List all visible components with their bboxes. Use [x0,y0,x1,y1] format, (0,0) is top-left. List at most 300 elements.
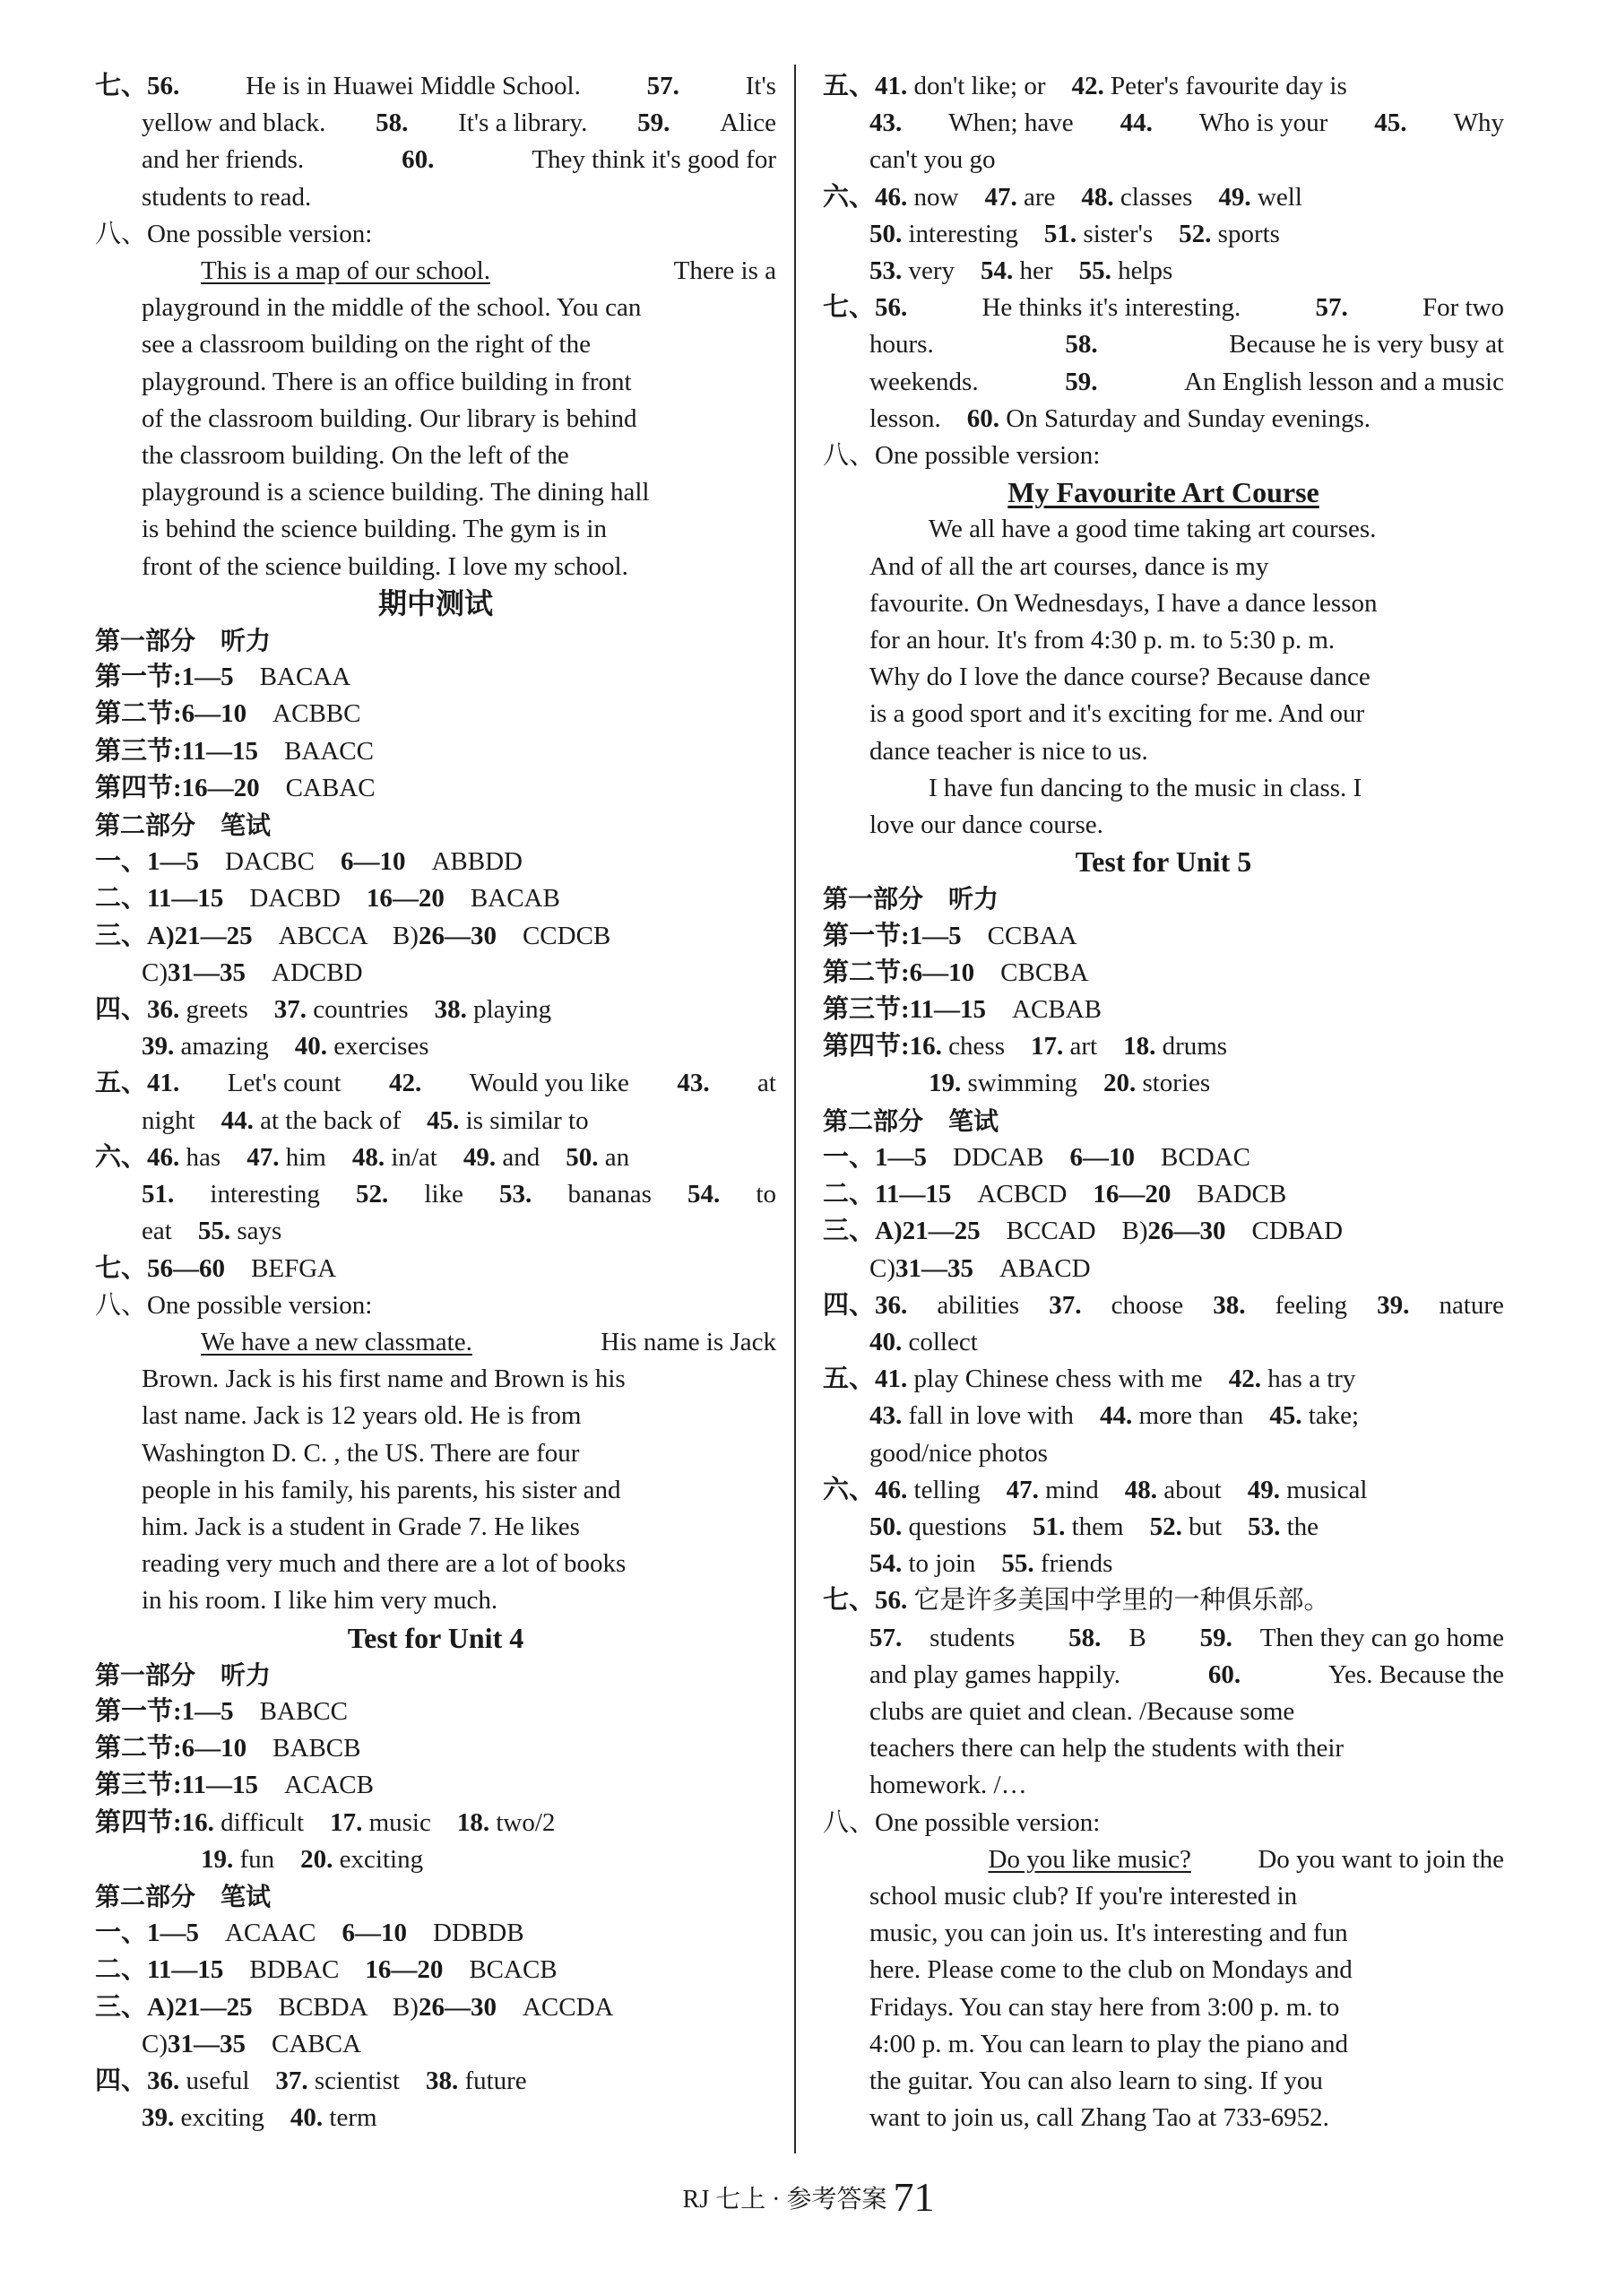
item-number: 6—10 [342,1919,408,1948]
item-number: 六、46. [95,1142,180,1172]
right-line [823,1472,1504,1509]
right-line [823,253,1504,290]
right-line [823,1841,1504,1878]
answer-text: more than [1132,1401,1270,1431]
item-number: 53. [499,1180,532,1209]
answer-text: to [756,1180,776,1209]
item-number: 51. [1043,219,1077,248]
right-line [823,1694,1504,1730]
answer-text: countries [307,995,435,1025]
left-line [95,1435,776,1472]
item-number: 47. [984,182,1017,212]
right-line [823,1398,1504,1434]
item-number: 57. [1315,293,1348,323]
item-number: 48. [351,1142,385,1172]
item-number: 38. [1213,1290,1246,1320]
answer-text: DDBDB [407,1919,524,1948]
answer-text: love our dance course. [869,810,1103,840]
answer-text: Test for Unit 4 [347,1621,524,1654]
answer-text: My Favourite Art Course [1007,476,1319,509]
left-line [95,2026,776,2063]
left-line [95,955,776,992]
answer-text: Who is your [1198,108,1328,138]
answer-text: play Chinese chess with me [907,1365,1229,1394]
item-number: 6—10 [1069,1142,1136,1172]
right-line [823,696,1504,732]
item-number: 二、11—15 [95,884,224,914]
item-number: 第一节:1—5 [95,1696,234,1726]
answer-text: C) [142,2029,168,2058]
left-line [95,216,776,253]
right-line [823,2100,1504,2136]
left-line [95,733,776,770]
item-number: 16—20 [365,1955,444,1985]
answer-text: musical [1279,1475,1368,1504]
answer-text: For two [1422,293,1504,323]
item-number: 52. [1149,1512,1182,1541]
answer-text: in his room. I like him very much. [142,1586,498,1616]
answer-text: bananas [567,1180,652,1209]
item-number: 19. [201,1844,234,1874]
answer-text: BAACC [258,736,374,766]
answer-text: Peter's favourite day is [1103,72,1347,100]
item-number: 47. [246,1142,280,1172]
item-number: 18. [1123,1032,1156,1061]
item-number: 七、56. [823,1586,908,1616]
answer-text: CABAC [259,773,376,802]
left-line [95,1361,776,1398]
right-line [823,1915,1504,1952]
item-number: 四、36. [95,995,180,1025]
right-line [823,1213,1504,1250]
left-line [95,1620,776,1657]
left-line [95,1324,776,1361]
answer-text: friends [1033,1549,1113,1579]
left-line [95,1878,776,1915]
item-number: 第四节:16—20 [95,773,260,802]
right-line [823,549,1504,585]
item-number: 三、A)21—25 [823,1217,981,1246]
item-number: 37. [273,995,307,1025]
item-number: 一、1—5 [95,1919,200,1948]
answer-text: C) [142,957,168,987]
right-line [823,1176,1504,1213]
item-number: 43. [869,108,903,138]
left-column [95,68,776,2136]
left-line [95,1103,776,1139]
item-number: 6—10 [340,847,406,877]
left-line [95,659,776,696]
answer-text: He is in Huawei Middle School. [246,72,581,100]
left-line [95,1398,776,1434]
left-line [95,1989,776,2026]
answer-text: Do you want to join the [1258,1844,1504,1874]
answer-text: at [757,1069,776,1098]
answer-text: BDBAC [223,1955,366,1985]
item-number: 一、1—5 [95,847,200,877]
item-number: 40. [294,1032,327,1061]
answer-text: Alice [720,108,776,138]
answer-text: Would you like [469,1069,629,1098]
right-line [823,1065,1504,1102]
right-line [823,1435,1504,1472]
right-line [823,1657,1504,1694]
item-number: 50. [869,1512,903,1541]
item-number: 20. [300,1844,333,1874]
item-number: 52. [355,1180,389,1209]
answer-text: music [362,1807,457,1837]
answer-text: I have fun dancing to the music in class. I [929,773,1362,802]
answer-text: CBCBA [974,957,1089,987]
item-number: 57. [869,1623,903,1652]
answer-text: questions [902,1512,1033,1541]
item-number: 38. [425,2066,459,2095]
left-line [95,1805,776,1841]
right-line [823,733,1504,770]
answer-text: difficult [213,1807,331,1837]
answer-text: is a good sport and it's exciting for me. And our [869,699,1365,729]
answer-text: like [424,1180,463,1209]
column-divider [794,65,796,2153]
item-number: 第四节:16. [95,1807,214,1837]
answer-text: the [1280,1512,1319,1541]
answer-text: 第二部分 笔试 [95,1881,272,1911]
item-number: 45. [1374,108,1407,138]
answer-text: telling [907,1475,1007,1504]
answer-text: exercises [326,1032,429,1061]
answer-text: 八、One possible version: [95,1290,373,1320]
answer-text: exciting [174,2103,290,2133]
answer-text: students to read. [142,182,312,212]
answer-text: classes [1113,182,1219,212]
answer-text: can't you go [869,145,996,175]
answer-text: now [907,182,985,212]
left-line [95,253,776,290]
left-line [95,1028,776,1065]
answer-text: C) [869,1253,895,1283]
item-number: 60. [1207,1659,1241,1689]
left-line [95,696,776,732]
item-number: 第三节:11—15 [95,736,259,766]
answer-text: 八、One possible version: [95,219,373,248]
item-number: 26—30 [1147,1217,1226,1246]
answer-text [869,1841,921,1878]
answer-text: reading very much and there are a lot of books [142,1549,627,1579]
answer-text: We all have a good time taking art courses. [929,515,1377,544]
left-line [95,2063,776,2100]
item-number: 六、46. [823,182,908,212]
left-line [95,2100,776,2136]
answer-text: favourite. On Wednesdays, I have a dance lesson [869,588,1378,618]
item-number: 31—35 [168,2029,246,2058]
right-line [823,105,1504,142]
left-line [95,1139,776,1176]
answer-text: yellow and black. [142,108,326,138]
item-number: 三、A)21—25 [95,921,253,950]
right-line [823,807,1504,844]
item-number: 二、11—15 [95,1955,224,1985]
item-number: 五、41. [95,1069,180,1098]
right-line [823,1582,1504,1619]
right-line [823,992,1504,1028]
footer-label: RJ 七上 · 参考答案 [682,2186,894,2214]
item-number: 59. [637,108,670,138]
answer-text: BACAA [233,663,351,692]
answer-text: There is a [673,256,776,286]
item-number: 55. [1078,256,1111,286]
item-number: 48. [1081,182,1114,212]
answer-text: people in his family, his parents, his sister and [142,1475,621,1504]
answer-text: ACBBC [246,699,361,729]
item-number: 49. [1247,1475,1280,1504]
right-line [823,659,1504,696]
answer-text: here. Please come to the club on Mondays and [869,1955,1353,1985]
answer-text: CCDCB [496,921,611,950]
answer-text: for an hour. It's from 4:30 p. m. to 5:30 p. m. [869,626,1336,655]
item-number: 57. [646,72,679,100]
answer-text: greets [179,995,274,1025]
item-number: 59. [1199,1623,1232,1652]
item-number: 55. [197,1217,231,1246]
answer-text: ACBAB [986,995,1102,1025]
answer-text: Why [1453,108,1504,138]
right-line [823,438,1504,474]
item-number: 45. [1269,1401,1302,1431]
answer-text: amazing [174,1032,295,1061]
answer-text: students [930,1623,1042,1652]
left-line [95,1213,776,1250]
item-number: 七、56—60 [95,1253,226,1283]
answer-text: but [1181,1512,1249,1541]
item-number: 16—20 [366,884,445,914]
answer-text: fall in love with [902,1401,1100,1431]
answer-text: ABACD [973,1253,1091,1283]
answer-text: useful [179,2066,276,2095]
left-line [95,770,776,807]
answer-text: ACACB [258,1771,374,1800]
right-line [823,1287,1504,1324]
answer-text: nature [1439,1290,1504,1320]
item-number: 五、41. [823,72,908,100]
left-line [95,549,776,585]
answer-text: ABCCA B) [252,921,419,950]
item-number: 第二节:6—10 [95,1734,247,1763]
answer-text: collect [902,1327,978,1356]
item-number: 39. [142,2103,175,2133]
answer-text: future [458,2066,527,2095]
answer-text: eat [142,1217,198,1246]
answer-text: We have a new classmate. [201,1327,472,1356]
answer-text: BCDAC [1135,1142,1250,1172]
right-line [823,364,1504,401]
answer-text: is similar to [459,1105,589,1135]
item-number: 第三节:11—15 [823,995,987,1025]
item-number: 58. [1068,1623,1102,1652]
item-number: 49. [1218,182,1251,212]
answer-text: her [1013,256,1079,286]
answer-text: has [179,1142,247,1172]
answer-text: school music club? If you're interested in [869,1881,1298,1910]
answer-text: has a try [1260,1365,1356,1394]
left-line [95,1730,776,1767]
answer-text: of the classroom building. Our library is behind [142,403,637,433]
answer-text: BCBDA B) [252,1992,419,2022]
left-line [95,1065,776,1102]
right-line [823,216,1504,253]
answer-text: And of all the art courses, dance is my [869,551,1269,581]
answer-text: music, you can join us. It's interesting and fun [869,1919,1348,1948]
answer-text: BACAB [444,884,560,914]
answer-text: abilities [937,1290,1020,1320]
answer-text: BADCB [1171,1180,1287,1209]
answer-text: Why do I love the dance course? Because dance [869,663,1371,692]
item-number: 37. [1049,1290,1082,1320]
right-line [823,474,1504,511]
answer-text: and [496,1142,566,1172]
answer-text: 期中测试 [377,586,493,619]
answer-text: scientist [307,2066,426,2095]
answer-text: playground. There is an office building in front [142,367,632,396]
item-number: 五、41. [823,1365,908,1394]
right-line [823,2063,1504,2100]
answer-text: Do you like music? [988,1844,1191,1874]
left-line [95,364,776,401]
answer-text: says [230,1217,282,1246]
answer-text: When; have [948,108,1074,138]
item-number: 第四节:16. [823,1032,942,1061]
answer-text: His name is Jack [601,1327,776,1356]
answer-text: the guitar. You can also learn to sing. If you [869,2066,1323,2095]
answer-text: 第二部分 笔试 [95,810,272,841]
item-number: 54. [869,1549,903,1579]
answer-text: playground is a science building. The dining hall [142,478,650,507]
item-number: 39. [1377,1290,1410,1320]
item-number: 43. [869,1401,903,1431]
item-number: 第二节:6—10 [95,699,247,729]
left-line [95,68,776,105]
item-number: 54. [981,256,1014,286]
item-number: 40. [869,1327,903,1356]
answer-text: Because he is very busy at [1229,330,1504,360]
item-number: 二、11—15 [823,1180,952,1209]
answer-text: 第二部分 笔试 [823,1105,999,1136]
right-line [823,918,1504,955]
answer-text: him [279,1142,352,1172]
answer-text: ADCBD [246,957,363,987]
answer-text: Brown. Jack is his first name and Brown is his [142,1365,626,1394]
item-number: 31—35 [168,957,246,987]
answer-text: DDCAB [927,1142,1070,1172]
left-line [95,438,776,474]
answer-text: Let's count [227,1069,342,1098]
item-number: 六、46. [823,1475,908,1504]
item-number: 58. [1065,330,1098,360]
left-line [95,918,776,955]
item-number: 16—20 [1093,1180,1172,1209]
answer-text: and her friends. [142,145,305,175]
right-line [823,1139,1504,1176]
answer-text: playing [466,995,552,1025]
answer-text: 第一部分 听力 [95,626,272,656]
right-line [823,179,1504,216]
left-line [95,1952,776,1988]
item-number: 26—30 [418,921,497,950]
answer-text: 八、One possible version: [823,441,1101,471]
answer-text: homework. /… [869,1771,1027,1800]
answer-text: lesson. [869,403,967,433]
answer-text: 八、One possible version: [823,1807,1101,1837]
answer-text: dance teacher is nice to us. [869,736,1148,766]
left-line [95,474,776,511]
answer-text: feeling [1275,1290,1348,1320]
item-number: 53. [869,256,903,286]
right-line [823,1730,1504,1767]
item-number: 55. [1001,1549,1034,1579]
right-line [823,1361,1504,1398]
page-footer [0,2173,1617,2221]
item-number: 51. [1033,1512,1066,1541]
answer-text: BEFGA [225,1253,337,1283]
item-number: 60. [402,145,435,175]
item-number: 18. [456,1807,490,1837]
item-number: 37. [275,2066,308,2095]
item-number: 47. [1006,1475,1039,1504]
right-line [823,1952,1504,1988]
answer-text: night [142,1105,221,1135]
item-number: 44. [1120,108,1153,138]
answer-text: BCCAD B) [980,1217,1148,1246]
item-number: 58. [376,108,409,138]
right-line [823,1324,1504,1361]
right-line [823,1028,1504,1065]
item-number: 第一节:1—5 [95,663,234,692]
answer-text: hours. [869,330,934,360]
right-line [823,1509,1504,1546]
item-number: 53. [1248,1512,1281,1541]
item-number: 第三节:11—15 [95,1771,259,1800]
left-line [95,1176,776,1213]
item-number: 四、36. [823,1290,908,1320]
item-number: 一、1—5 [823,1142,928,1172]
left-line [95,511,776,548]
item-number: 38. [434,995,467,1025]
answer-text: see a classroom building on the right of the [142,330,591,360]
answer-text: and play games happily. [869,1659,1120,1689]
answer-text: playground in the middle of the school. You can [142,293,642,323]
answer-text: want to join us, call Zhang Tao at 733-6952. [869,2103,1329,2133]
right-line [823,401,1504,438]
answer-text: On Saturday and Sunday evenings. [999,403,1371,433]
answer-text: CCBAA [961,921,1077,950]
item-number: 31—35 [895,1253,973,1283]
answer-text: teachers there can help the students with their [869,1734,1345,1763]
answer-text: exciting [333,1844,424,1874]
answer-text: He thinks it's interesting. [981,293,1241,323]
answer-text: about [1157,1475,1248,1504]
answer-text: 4:00 p. m. You can learn to play the piano and [869,2029,1348,2058]
answer-text: stories [1136,1069,1211,1098]
item-number: 第一节:1—5 [823,921,962,950]
answer-text: last name. Jack is 12 years old. He is from [142,1401,582,1431]
answer-text: chess [941,1032,1031,1061]
right-line [823,1251,1504,1287]
left-line [95,142,776,178]
item-number: 42. [1228,1365,1261,1394]
answer-text: 第一部分 听力 [95,1659,272,1690]
left-line [95,1915,776,1952]
right-line [823,622,1504,659]
item-number: 42. [389,1069,422,1098]
